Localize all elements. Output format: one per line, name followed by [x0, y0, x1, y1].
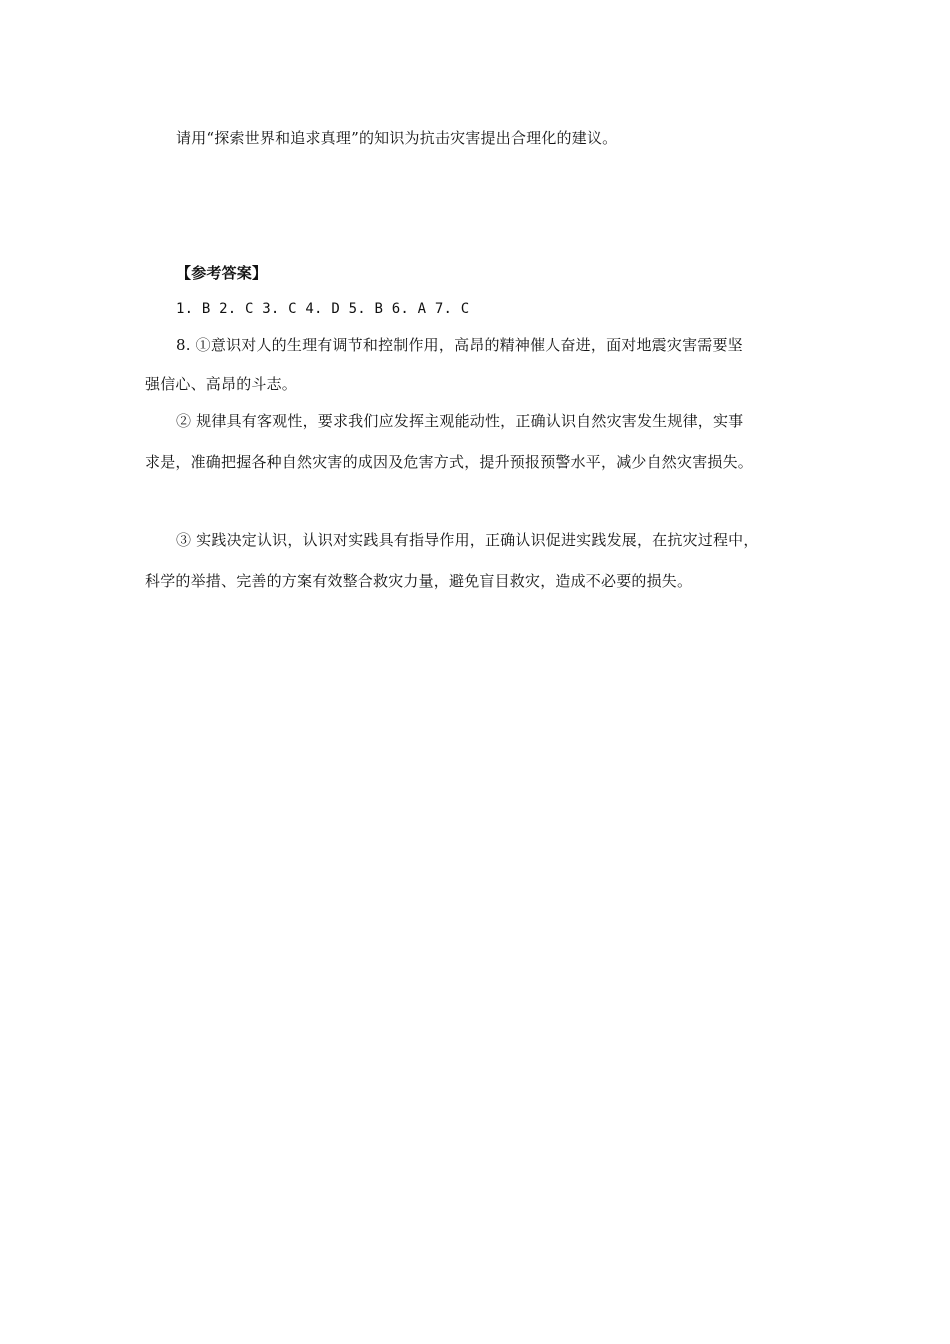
choice-answers: 1. B 2. C 3. C 4. D 5. B 6. A 7. C — [176, 301, 470, 317]
question-prompt: 请用“探索世界和追求真理”的知识为抗击灾害提出合理化的建议。 — [176, 129, 618, 147]
point-3-line-1: ③ 实践决定认识，认识对实践具有指导作用，正确认识促进实践发展，在抗灾过程中， — [176, 531, 759, 549]
answers-heading: 【参考答案】 — [176, 264, 268, 282]
point-2-line-1: ② 规律具有客观性，要求我们应发挥主观能动性，正确认识自然灾害发生规律，实事 — [176, 412, 744, 430]
point-2-line-2: 求是，准确把握各种自然灾害的成因及危害方式，提升预报预警水平，减少自然灾害损失。 — [145, 453, 754, 471]
answer-8-line-1: 8. ①意识对人的生理有调节和控制作用，高昂的精神催人奋进，面对地震灾害需要坚 — [176, 336, 743, 354]
answer-8-line-2: 强信心、高昂的斗志。 — [145, 375, 298, 393]
point-3-line-2: 科学的举措、完善的方案有效整合救灾力量，避免盲目救灾，造成不必要的损失。 — [145, 572, 693, 590]
